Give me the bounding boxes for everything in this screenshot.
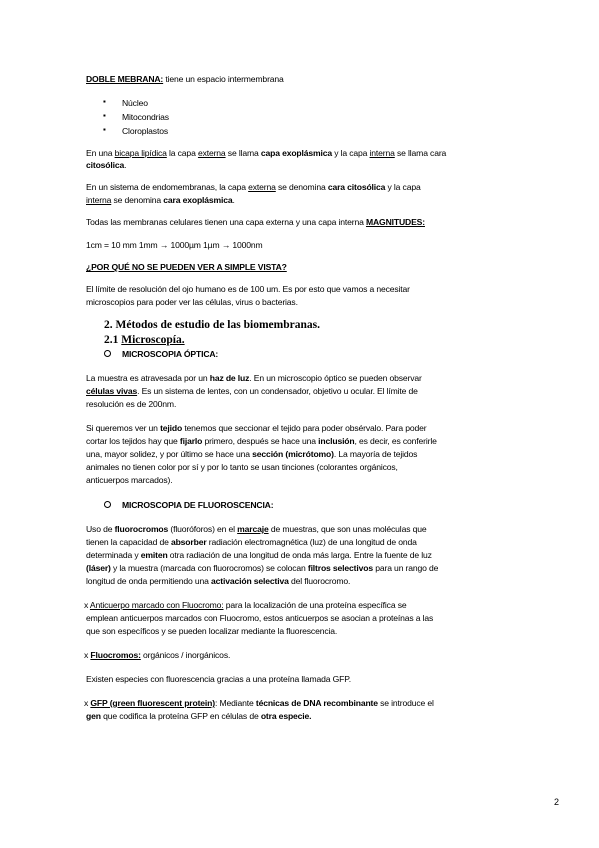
bold-text: fluorocromos xyxy=(114,524,169,534)
anticuerpo-line-2: emplean anticuerpos marcados con Fluocromo, estos anticuerpos se asocian a proteínas a las xyxy=(86,613,434,623)
bold-text: emiten xyxy=(140,550,168,560)
text: la capa xyxy=(166,148,198,158)
text: tenemos que seccionar el tejido para poder obsérvalo. Para poder xyxy=(182,423,427,433)
bold-text: capa exoplásmica xyxy=(260,148,333,158)
text: y la capa xyxy=(385,182,421,192)
text: . En un microscopio óptico se pueden observar xyxy=(249,373,422,383)
text: La muestra es atravesada por un xyxy=(86,373,210,383)
bold-text: (láser) xyxy=(86,563,111,573)
section-number: 2.1 xyxy=(104,334,122,346)
underlined-text: bicapa lipídica xyxy=(114,148,167,158)
text: que codifica la proteína GFP en células de xyxy=(100,711,261,721)
text: Si queremos ver un xyxy=(86,423,161,433)
endo-line-2 xyxy=(86,194,526,206)
endo-line-1 xyxy=(86,181,526,193)
text: y la muestra (marcada con fluorocromos) se colocan xyxy=(110,563,308,573)
bold-text: fijarlo xyxy=(179,436,203,446)
tejido-line-3 xyxy=(86,448,526,460)
bold-text: haz de luz xyxy=(209,373,250,383)
text: (fluoróforos) en el xyxy=(168,524,238,534)
text: . La mayoría de tejidos xyxy=(333,449,418,459)
text: Todas las membranas celulares tienen una capa externa y una capa interna xyxy=(86,217,366,227)
underlined-text: interna xyxy=(86,195,112,205)
text: se llama cara xyxy=(394,148,447,158)
x-mark: x xyxy=(84,698,91,708)
bold-text: sección (micrótomo) xyxy=(252,449,334,459)
todas-line xyxy=(86,216,526,228)
anticuerpo-line-3: que son específicos y se pueden localizar mediante la fluorescencia. xyxy=(86,626,338,636)
text: : Mediante xyxy=(214,698,256,708)
tejido-line-1 xyxy=(86,422,526,434)
gfp-line-1 xyxy=(84,697,524,709)
magnitudes-label: MAGNITUDES: xyxy=(365,217,425,227)
optica-line-1 xyxy=(86,372,526,384)
doble-membrana-text: tiene un espacio intermembrana xyxy=(163,74,284,84)
x-mark: x xyxy=(84,600,90,610)
text: . xyxy=(232,195,235,205)
bold-text: filtros selectivos xyxy=(307,563,373,573)
limite-line-2: microscopios para poder ver las células, virus o bacterias. xyxy=(86,297,298,307)
doble-membrana-line xyxy=(86,73,526,85)
fluorocromos-line xyxy=(84,649,524,661)
text: una, mayor solidez, y por último se hace una xyxy=(86,449,253,459)
underlined-text: interna xyxy=(369,148,395,158)
fluo-heading xyxy=(122,499,562,511)
text: longitud de onda permitiendo una xyxy=(86,576,212,586)
fluorocromos-label: Fluocromos: xyxy=(90,650,141,660)
text: orgánicos / inorgánicos. xyxy=(140,650,231,660)
bold-text: cara exoplásmica xyxy=(163,195,233,205)
section-heading-2: 2. Métodos de estudio de las biomembranas. xyxy=(104,319,320,331)
bold-text: absorber xyxy=(170,537,207,547)
gfp-label: GFP (green fluorescent protein) xyxy=(90,698,215,708)
tejido-line-2 xyxy=(86,435,526,447)
page-number: 2 xyxy=(553,797,559,807)
optica-title: MICROSCOPIA ÓPTICA: xyxy=(122,349,219,359)
x-mark: x xyxy=(84,650,91,660)
bullet-icon: ▪ xyxy=(103,111,106,120)
bold-underlined-text: marcaje xyxy=(237,524,269,534)
bullet-icon: ▪ xyxy=(103,125,106,134)
text: y la capa xyxy=(332,148,370,158)
underlined-text: externa xyxy=(248,182,276,192)
fluo-line-5 xyxy=(86,575,526,587)
gfp-line-2 xyxy=(86,710,526,722)
list-item: Mitocondrias xyxy=(122,112,169,122)
fluo-line-3 xyxy=(86,549,526,561)
fluo-line-4 xyxy=(86,562,526,574)
text: determinada y xyxy=(86,550,141,560)
bold-text: cara citosólica xyxy=(327,182,386,192)
text: , es decir, es conferirle xyxy=(354,436,437,446)
bold-text: activación selectiva xyxy=(211,576,289,586)
text: de muestras, que son unas moléculas que xyxy=(268,524,427,534)
text: se denomina xyxy=(111,195,164,205)
bold-text: gen xyxy=(86,711,101,721)
text: tienen la capacidad de xyxy=(86,537,171,547)
existen-line: Existen especies con fluorescencia gracias a una proteína llamada GFP. xyxy=(86,674,351,684)
bold-text: otra especie. xyxy=(260,711,312,721)
text: cortar los tejidos hay que xyxy=(86,436,180,446)
porque-heading-text: ¿POR QUÉ NO SE PUEDEN VER A SIMPLE VISTA? xyxy=(86,262,287,272)
bicapa-line-2 xyxy=(86,159,526,171)
underlined-text: externa xyxy=(197,148,226,158)
tejido-line-4: animales no tienen color por sí y por lo tanto se usan tinciones (colorantes orgánicos, xyxy=(86,462,398,472)
text: radiación electromagnética (luz) de una longitud de onda xyxy=(206,537,417,547)
text: para la localización de una proteína específica se xyxy=(223,600,407,610)
bold-text: tejido xyxy=(160,423,183,433)
text: otra radiación de una longitud de onda más larga. Entre la fuente de luz xyxy=(167,550,432,560)
text: se llama xyxy=(225,148,261,158)
section-title: Microscopía. xyxy=(121,334,185,346)
optica-heading xyxy=(122,348,562,360)
anticuerpo-label: Anticuerpo marcado con Fluocromo: xyxy=(89,600,224,610)
bold-text: inclusión xyxy=(318,436,355,446)
optica-line-2 xyxy=(86,385,526,397)
list-item: Núcleo xyxy=(122,98,148,108)
bicapa-line-1 xyxy=(86,147,526,159)
optica-line-3: resolución es de 200nm. xyxy=(86,399,177,409)
tejido-line-5: anticuerpos marcados). xyxy=(86,475,173,485)
magnitudes-line: 1cm = 10 mm 1mm → 1000µm 1µm → 1000nm xyxy=(86,240,263,250)
text: se introduce el xyxy=(377,698,434,708)
text: del fluorocromo. xyxy=(288,576,351,586)
text: para un rango de xyxy=(372,563,439,573)
limite-line-1: El límite de resolución del ojo humano es de 100 um. Es por esto que vamos a necesitar xyxy=(86,284,410,294)
text: . Es un sistema de lentes, con un condensador, objetivo u ocular. El límite de xyxy=(137,386,418,396)
section-heading-2-1 xyxy=(104,333,185,347)
text: se denomina xyxy=(275,182,328,192)
text: Uso de xyxy=(86,524,115,534)
doble-membrana-label: DOBLE MEBRANA: xyxy=(86,74,164,84)
bold-text: técnicas de DNA recombinante xyxy=(255,698,378,708)
porque-heading xyxy=(86,261,526,273)
text: . xyxy=(124,160,127,170)
text: En un sistema de endomembranas, la capa xyxy=(86,182,249,192)
bullet-icon: ▪ xyxy=(103,97,106,106)
bold-text: citosólica xyxy=(86,160,125,170)
circle-bullet-icon xyxy=(104,350,111,357)
fluo-title: MICROSCOPIA DE FLUOROSCENCIA: xyxy=(122,500,274,510)
text: En una xyxy=(86,148,115,158)
list-item: Cloroplastos xyxy=(122,126,168,136)
circle-bullet-icon xyxy=(104,501,111,508)
fluo-line-1 xyxy=(86,523,526,535)
bold-underlined-text: células vivas xyxy=(86,386,138,396)
anticuerpo-line-1 xyxy=(84,599,524,611)
fluo-line-2 xyxy=(86,536,526,548)
text: primero, después se hace una xyxy=(202,436,319,446)
